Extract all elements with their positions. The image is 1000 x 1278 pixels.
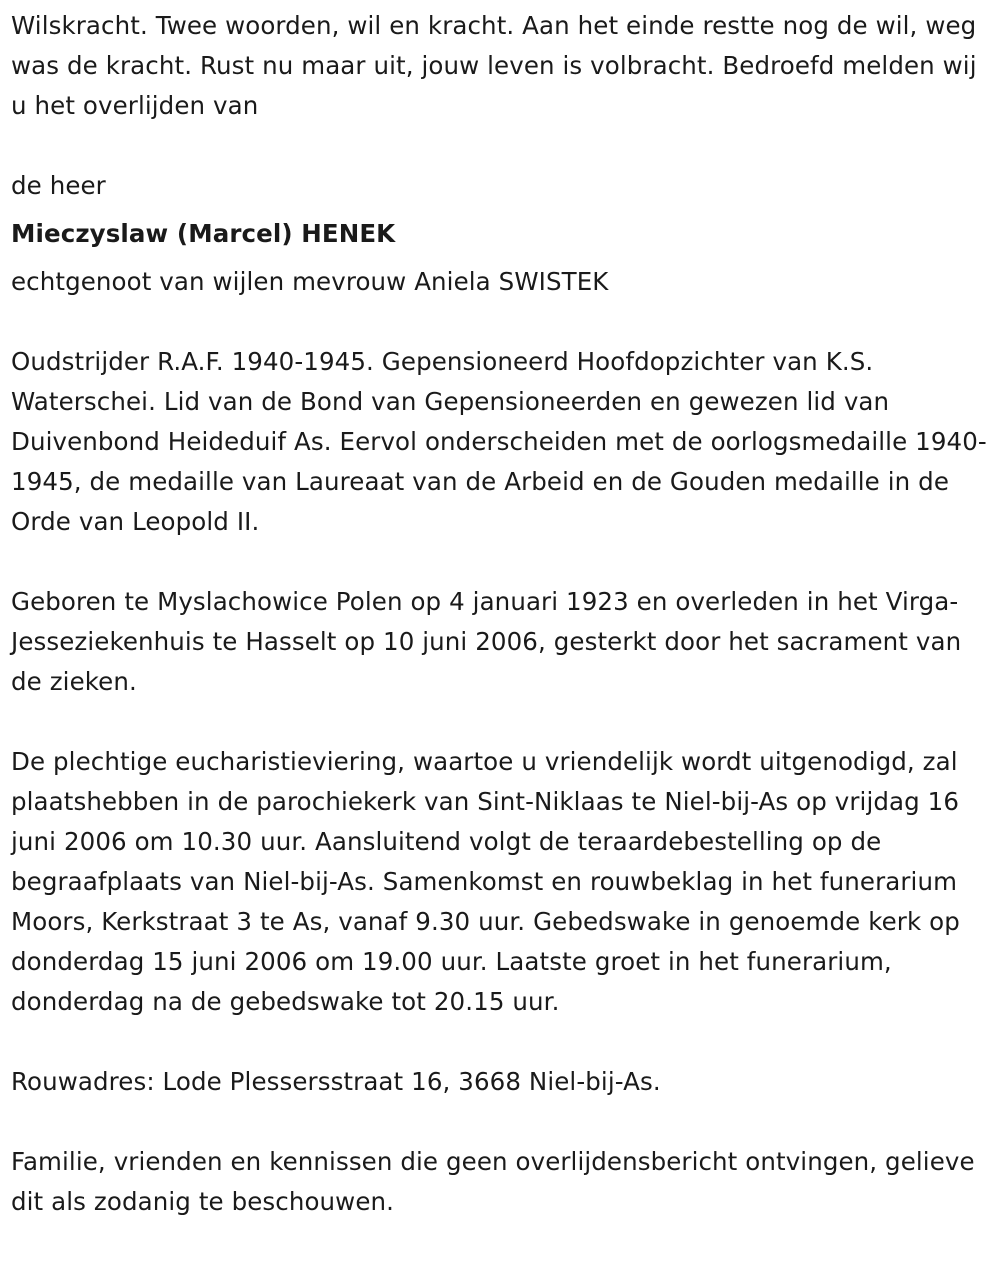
deceased-name: Mieczyslaw (Marcel) HENEK — [11, 219, 396, 248]
spacer — [11, 702, 991, 742]
salutation: de heer — [11, 171, 106, 200]
spouse-line: echtgenoot van wijlen mevrouw Aniela SWISTEK — [11, 267, 609, 296]
address-paragraph: Rouwadres: Lode Plessersstraat 16, 3668 Niel-bij-As. — [11, 1067, 661, 1096]
closing-paragraph: Familie, vrienden en kennissen die geen overlijdensbericht ontvingen, gelieve dit als zodanig te beschouwen. — [11, 1147, 983, 1216]
spacer — [11, 1022, 991, 1062]
ceremony-paragraph: De plechtige eucharistieviering, waartoe u vriendelijk wordt uitgenodigd, zal plaatshebben in de parochiekerk van Sint-Niklaas te Niel-bij-As op vrijdag 16 juni 2006 om 10.30 uur. Aansluitend volgt de teraardebestelling op de begraafplaats van Niel-bij-As. Samenkomst en rouwbeklag in het funerarium Moors, Kerkstraat 3 te As, vanaf 9.30 uur. Gebedswake in genoemde kerk op donderdag 15 juni 2006 om 19.00 uur. Laatste groet in het funerarium, donderdag na de gebedswake tot 20.15 uur. — [11, 747, 968, 1016]
career-paragraph: Oudstrijder R.A.F. 1940-1945. Gepensioneerd Hoofdopzichter van K.S. Waterschei. Lid van de Bond van Gepensioneerden en gewezen lid van Duivenbond Heideduif As. Eervol onderscheiden met de oorlogsmedaille 1940-1945, de medaille van Laureaat van de Arbeid en de Gouden medaille in de Orde van Leopold II. — [11, 347, 987, 536]
spacer — [11, 126, 991, 166]
obituary-document — [11, 6, 991, 1222]
birth-death-paragraph: Geboren te Myslachowice Polen op 4 januari 1923 en overleden in het Virga-Jesseziekenhuis te Hasselt op 10 juni 2006, gesterkt door het sacrament van de zieken. — [11, 587, 970, 696]
intro-paragraph: Wilskracht. Twee woorden, wil en kracht. Aan het einde restte nog de wil, weg was de kracht. Rust nu maar uit, jouw leven is volbracht. Bedroefd melden wij u het overlijden van — [11, 11, 985, 120]
spacer — [11, 1102, 991, 1142]
spacer — [11, 542, 991, 582]
spacer — [11, 302, 991, 342]
